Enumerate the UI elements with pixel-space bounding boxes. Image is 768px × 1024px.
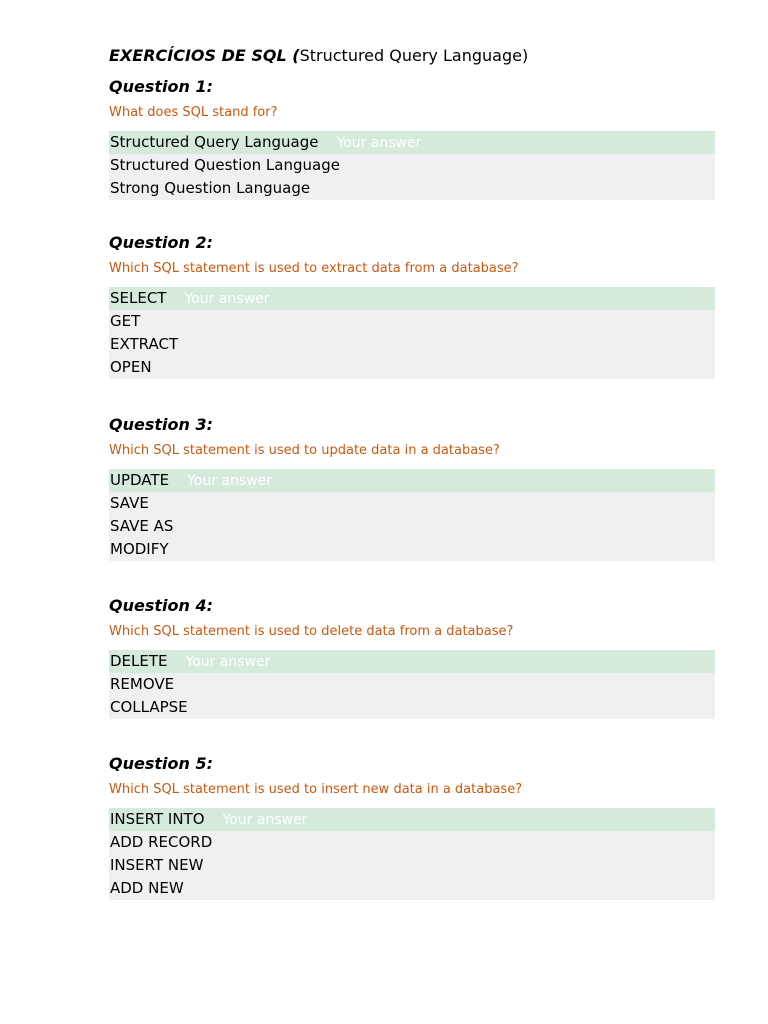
options-list xyxy=(109,287,715,379)
title-main: EXERCÍCIOS DE SQL ( xyxy=(109,46,300,65)
question-heading: Question 5: xyxy=(109,754,213,773)
option xyxy=(109,492,715,515)
option-label: INSERT INTO xyxy=(110,810,205,828)
page-title xyxy=(109,45,528,67)
option xyxy=(109,673,715,696)
option xyxy=(109,538,715,561)
question-1 xyxy=(109,76,715,200)
option-correct xyxy=(109,131,715,154)
option xyxy=(109,515,715,538)
option-label: Structured Query Language xyxy=(110,133,319,151)
question-2 xyxy=(109,232,715,379)
option-label: REMOVE xyxy=(110,675,175,693)
question-heading: Question 4: xyxy=(109,596,213,615)
question-4 xyxy=(109,595,715,719)
option xyxy=(109,696,715,719)
question-5 xyxy=(109,753,715,900)
question-prompt: Which SQL statement is used to extract data from a database? xyxy=(109,261,519,276)
option-label: DELETE xyxy=(110,652,168,670)
option xyxy=(109,177,715,200)
question-heading: Question 2: xyxy=(109,233,213,252)
question-heading: Question 1: xyxy=(109,77,213,96)
option-correct xyxy=(109,287,715,310)
question-heading: Question 3: xyxy=(109,415,213,434)
option-label: Strong Question Language xyxy=(110,179,311,197)
option-label: SAVE xyxy=(110,494,149,512)
answer-input[interactable] xyxy=(186,650,406,673)
title-subtitle: Structured Query Language) xyxy=(299,46,529,65)
options-list xyxy=(109,650,715,719)
answer-input[interactable] xyxy=(187,469,407,492)
option-label: INSERT NEW xyxy=(110,856,204,874)
option-correct xyxy=(109,808,715,831)
option xyxy=(109,854,715,877)
option xyxy=(109,333,715,356)
option-label: UPDATE xyxy=(110,471,170,489)
question-prompt: Which SQL statement is used to delete data from a database? xyxy=(109,624,514,639)
options-list xyxy=(109,808,715,900)
option-label: GET xyxy=(110,312,141,330)
option xyxy=(109,310,715,333)
option-label: ADD NEW xyxy=(110,879,184,897)
option-correct xyxy=(109,650,715,673)
option xyxy=(109,356,715,379)
option-label: COLLAPSE xyxy=(110,698,188,716)
option xyxy=(109,877,715,900)
option xyxy=(109,154,715,177)
question-prompt: Which SQL statement is used to insert new data in a database? xyxy=(109,782,523,797)
options-list xyxy=(109,131,715,200)
option-correct xyxy=(109,469,715,492)
answer-input[interactable] xyxy=(336,131,556,154)
option-label: Structured Question Language xyxy=(110,156,340,174)
option-label: SAVE AS xyxy=(110,517,174,535)
options-list xyxy=(109,469,715,561)
question-3 xyxy=(109,414,715,561)
option-label: MODIFY xyxy=(110,540,169,558)
option xyxy=(109,831,715,854)
option-label: ADD RECORD xyxy=(110,833,213,851)
answer-input[interactable] xyxy=(184,287,404,310)
option-label: SELECT xyxy=(110,289,167,307)
option-label: EXTRACT xyxy=(110,335,179,353)
question-prompt: What does SQL stand for? xyxy=(109,105,278,120)
question-prompt: Which SQL statement is used to update data in a database? xyxy=(109,443,500,458)
option-label: OPEN xyxy=(110,358,152,376)
answer-input[interactable] xyxy=(223,808,443,831)
